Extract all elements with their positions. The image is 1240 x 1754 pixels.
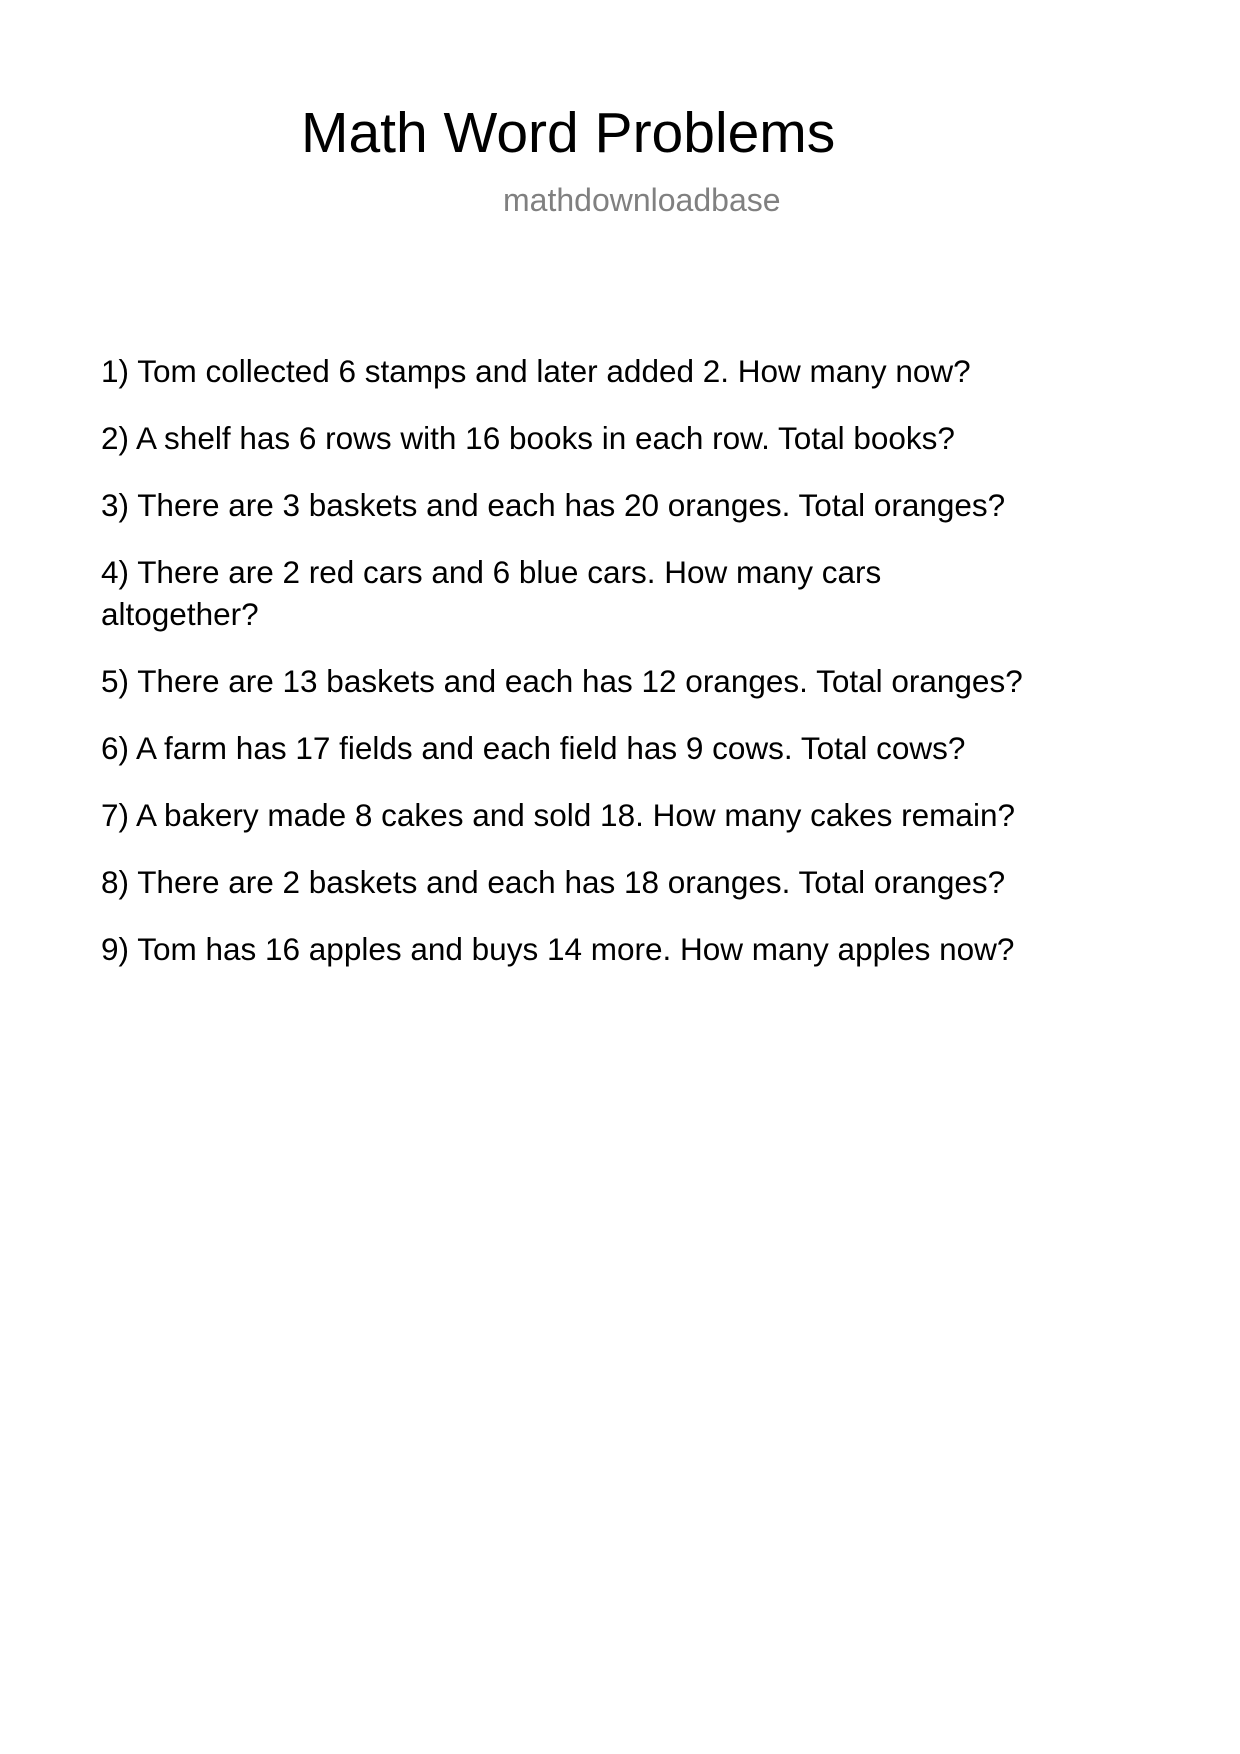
problem-list bbox=[101, 350, 1151, 995]
page-subtitle: mathdownloadbase bbox=[503, 182, 781, 218]
problem-item: 6) A farm has 17 fields and each field has 9 cows. Total cows? bbox=[101, 730, 966, 766]
problem-item: 8) There are 2 baskets and each has 18 oranges. Total oranges? bbox=[101, 864, 1006, 900]
problem-item: 9) Tom has 16 apples and buys 14 more. How many apples now? bbox=[101, 931, 1015, 967]
problem-item: 7) A bakery made 8 cakes and sold 18. How many cakes remain? bbox=[101, 797, 1015, 833]
problem-item: 2) A shelf has 6 rows with 16 books in each row. Total books? bbox=[101, 420, 955, 456]
problem-item: 3) There are 3 baskets and each has 20 oranges. Total oranges? bbox=[101, 487, 1006, 523]
page-title: Math Word Problems bbox=[301, 101, 836, 165]
problem-item: 1) Tom collected 6 stamps and later added 2. How many now? bbox=[101, 353, 971, 389]
problem-item: 5) There are 13 baskets and each has 12 oranges. Total oranges? bbox=[101, 663, 1023, 699]
problem-item: 4) There are 2 red cars and 6 blue cars. How many cars altogether? bbox=[101, 554, 882, 632]
